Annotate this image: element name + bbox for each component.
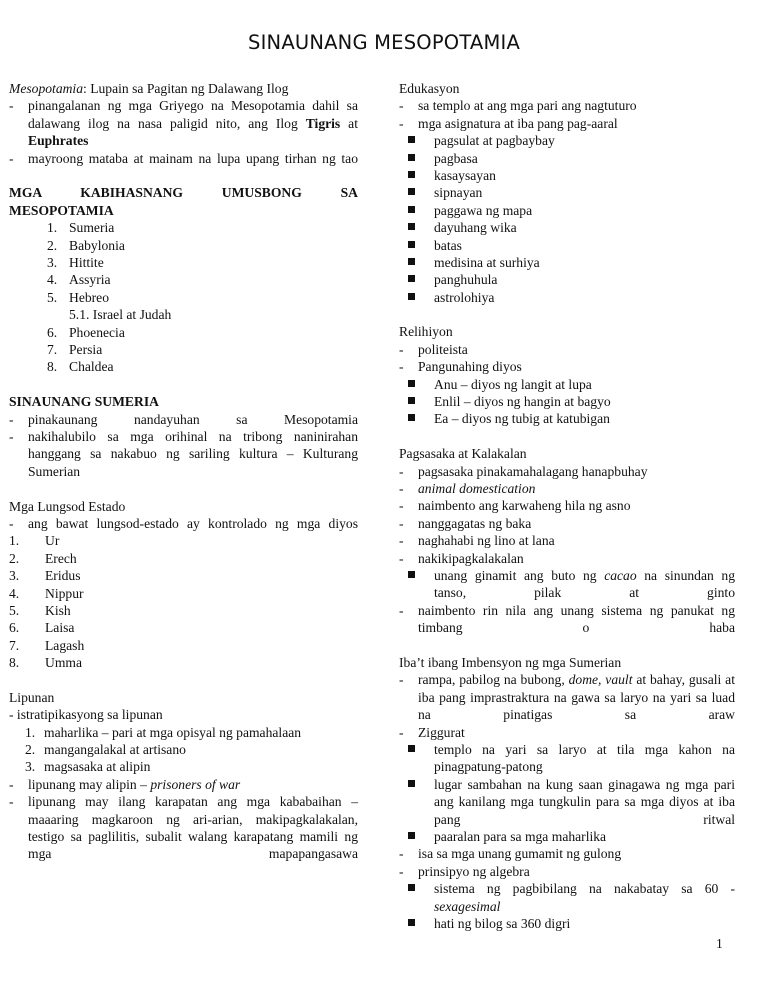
- list-item: pagsulat at pagbaybay: [399, 132, 735, 149]
- tigris-term: Tigris: [305, 115, 341, 131]
- pagsasaka-bullet-6: - nakikipagkalakalan: [399, 550, 524, 566]
- lipunan-line: - istratipikasyong sa lipunan: [9, 707, 163, 723]
- edukasyon-list: [399, 132, 735, 306]
- ziggurat-subbullet-2: lugar sambahan na kung saan ginagawa ng mga pari ang kanilang mga tungkulin para sa mga diyos at iba pang ritwal: [399, 776, 735, 828]
- list-item: 8. Chaldea: [47, 359, 114, 375]
- imbensyon-bullet-1: - rampa, pabilog na bubong, dome, vault at bahay, gusali at iba pang imprastraktura na gawa sa laryo na yari sa luad na pinatigas sa araw: [399, 672, 735, 723]
- algebra-subbullet-2: hati ng bilog sa 360 digri: [399, 915, 735, 932]
- relihiyon-heading: Relihiyon: [399, 324, 453, 340]
- list-item: sipnayan: [399, 184, 735, 201]
- sumeria-bullet-2: - nakihalubilo sa mga orihinal na tribong naninirahan hanggang sa nakabuo ng sariling kultura – Kulturang Sumerian: [9, 428, 358, 479]
- pagsasaka-heading: Pagsasaka at Kalakalan: [399, 446, 527, 462]
- list-item: 5. Kish: [9, 602, 71, 618]
- intro-definition: : Lupain sa Pagitan ng Dalawang Ilog: [83, 81, 289, 96]
- list-item: 7. Lagash: [9, 637, 85, 653]
- ziggurat-subbullet-1: templo na yari sa laryo at tila mga kahon na pinagpatung-patong: [399, 741, 735, 776]
- lungsod-heading: Mga Lungsod Estado: [9, 498, 126, 514]
- list-item: 5. Hebreo: [47, 289, 110, 305]
- square-bullet-icon: [408, 884, 415, 891]
- list-item: 3. Eridus: [9, 568, 81, 584]
- list-item: Ea – diyos ng tubig at katubigan: [399, 410, 735, 427]
- list-item: 1. Sumeria: [47, 220, 115, 236]
- right-column: [399, 80, 735, 932]
- square-bullet-icon: [408, 293, 415, 300]
- list-item: 1. maharlika – pari at mga opisyal ng pamahalaan: [25, 724, 302, 740]
- intro-line: [9, 80, 358, 97]
- imbensyon-bullet-4: - prinsipyo ng algebra: [399, 863, 530, 879]
- left-column: [9, 80, 358, 863]
- euphrates-term: Euphrates: [28, 133, 89, 149]
- intro-term: Mesopotamia: [9, 81, 84, 96]
- imbensyon-bullet-3: - isa sa mga unang gumamit ng gulong: [399, 846, 622, 862]
- list-item: 6. Laisa: [9, 620, 75, 636]
- kabihasnang-list: [9, 219, 358, 376]
- square-bullet-icon: [408, 414, 415, 421]
- pagsasaka-bullet-7: - naimbento rin nila ang unang sistema ng panukat ng timbang o haba: [399, 602, 735, 636]
- lipunan-bullet-2: - lipunang may ilang karapatan ang mga kababaihan – maaaring magkaroon ng ari-arian, makipagkalakalan, testigo sa paglilitis, subalit walang karapatang mamili ng mga mapapangasawa: [9, 794, 358, 862]
- edukasyon-bullet-1: - sa templo at ang mga pari ang nagtuturo: [399, 98, 637, 114]
- square-bullet-icon: [408, 171, 415, 178]
- list-item: 3. magsasaka at alipin: [25, 759, 151, 775]
- list-item: 4. Assyria: [47, 272, 111, 288]
- square-bullet-icon: [408, 206, 415, 213]
- square-bullet-icon: [408, 258, 415, 265]
- kabihasnang-heading: MGA KABIHASNANG UMUSBONG SA MESOPOTAMIA: [9, 185, 358, 218]
- square-bullet-icon: [408, 188, 415, 195]
- square-bullet-icon: [408, 136, 415, 143]
- square-bullet-icon: [408, 397, 415, 404]
- pagsasaka-subbullet: unang ginamit ang buto ng cacao na sinundan ng tanso, pilak at ginto: [399, 567, 735, 602]
- list-item: 7. Persia: [47, 341, 103, 357]
- list-item: 6. Phoenecia: [47, 324, 125, 340]
- page-number: 1: [716, 936, 723, 951]
- lungsod-list: [9, 532, 358, 671]
- pagsasaka-bullet-5: - naghahabi ng lino at lana: [399, 533, 555, 549]
- lipunan-heading: Lipunan: [9, 689, 55, 705]
- pagsasaka-bullet-2: - animal domestication: [399, 480, 536, 496]
- list-subitem: 5.1. Israel at Judah: [69, 307, 172, 323]
- relihiyon-bullet-1: - politeista: [399, 341, 468, 357]
- pagsasaka-bullet-4: - nanggagatas ng baka: [399, 515, 532, 531]
- list-item: Anu – diyos ng langit at lupa: [399, 376, 735, 393]
- intro-bullet-2: - mayroong mataba at mainam na lupa upang tirhan ng tao: [9, 150, 358, 166]
- list-item: Enlil – diyos ng hangin at bagyo: [399, 393, 735, 410]
- imbensyon-heading: Iba’t ibang Imbensyon ng mga Sumerian: [399, 654, 622, 670]
- page-title: SINAUNANG MESOPOTAMIA: [248, 31, 520, 54]
- square-bullet-icon: [408, 745, 415, 752]
- sumeria-heading: SINAUNANG SUMERIA: [9, 394, 159, 410]
- lungsod-bullet-1: - ang bawat lungsod-estado ay kontrolado ng mga diyos: [9, 515, 358, 531]
- relihiyon-bullet-2: - Pangunahing diyos: [399, 359, 522, 375]
- lipunan-bullet-1: - lipunang may alipin – prisoners of war: [9, 776, 241, 792]
- imbensyon-bullet-2: - Ziggurat: [399, 724, 465, 740]
- list-item: 8. Umma: [9, 655, 82, 671]
- list-item: panghuhula: [399, 271, 735, 288]
- list-item: 2. Erech: [9, 550, 77, 566]
- relihiyon-list: [399, 376, 735, 428]
- list-item: batas: [399, 237, 735, 254]
- algebra-subbullet-1: sistema ng pagbibilang na nakabatay sa 60 - sexagesimal: [399, 880, 735, 915]
- square-bullet-icon: [408, 919, 415, 926]
- list-item: paggawa ng mapa: [399, 202, 735, 219]
- list-item: astrolohiya: [399, 289, 735, 306]
- square-bullet-icon: [408, 832, 415, 839]
- prisoners-term: prisoners of war: [150, 776, 241, 792]
- square-bullet-icon: [408, 780, 415, 787]
- edukasyon-bullet-2: - mga asignatura at iba pang pag-aaral: [399, 115, 618, 131]
- square-bullet-icon: [408, 241, 415, 248]
- square-bullet-icon: [408, 223, 415, 230]
- list-item: 2. mangangalakal at artisano: [25, 742, 186, 758]
- lipunan-list: [9, 724, 358, 776]
- list-item: medisina at surhiya: [399, 254, 735, 271]
- list-item: 2. Babylonia: [47, 237, 125, 253]
- pagsasaka-bullet-1: - pagsasaka pinakamahalagang hanapbuhay: [399, 463, 648, 479]
- pagsasaka-bullet-3: - naimbento ang karwaheng hila ng asno: [399, 498, 631, 514]
- list-item: kasaysayan: [399, 167, 735, 184]
- list-item: 3. Hittite: [47, 255, 104, 270]
- square-bullet-icon: [408, 571, 415, 578]
- square-bullet-icon: [408, 380, 415, 387]
- ziggurat-subbullet-3: paaralan para sa mga maharlika: [399, 828, 735, 845]
- square-bullet-icon: [408, 154, 415, 161]
- square-bullet-icon: [408, 275, 415, 282]
- list-item: 4. Nippur: [9, 585, 84, 601]
- list-item: 1. Ur: [9, 533, 60, 549]
- edukasyon-heading: Edukasyon: [399, 81, 460, 96]
- sumeria-bullet-1: - pinakaunang nandayuhan sa Mesopotamia: [9, 411, 358, 427]
- list-item: dayuhang wika: [399, 219, 735, 236]
- list-item: pagbasa: [399, 150, 735, 167]
- intro-bullet-1: - pinangalanan ng mga Griyego na Mesopotamia dahil sa dalawang ilog na nasa paligid nito, ang Ilog Tigris at Euphrates: [9, 98, 358, 149]
